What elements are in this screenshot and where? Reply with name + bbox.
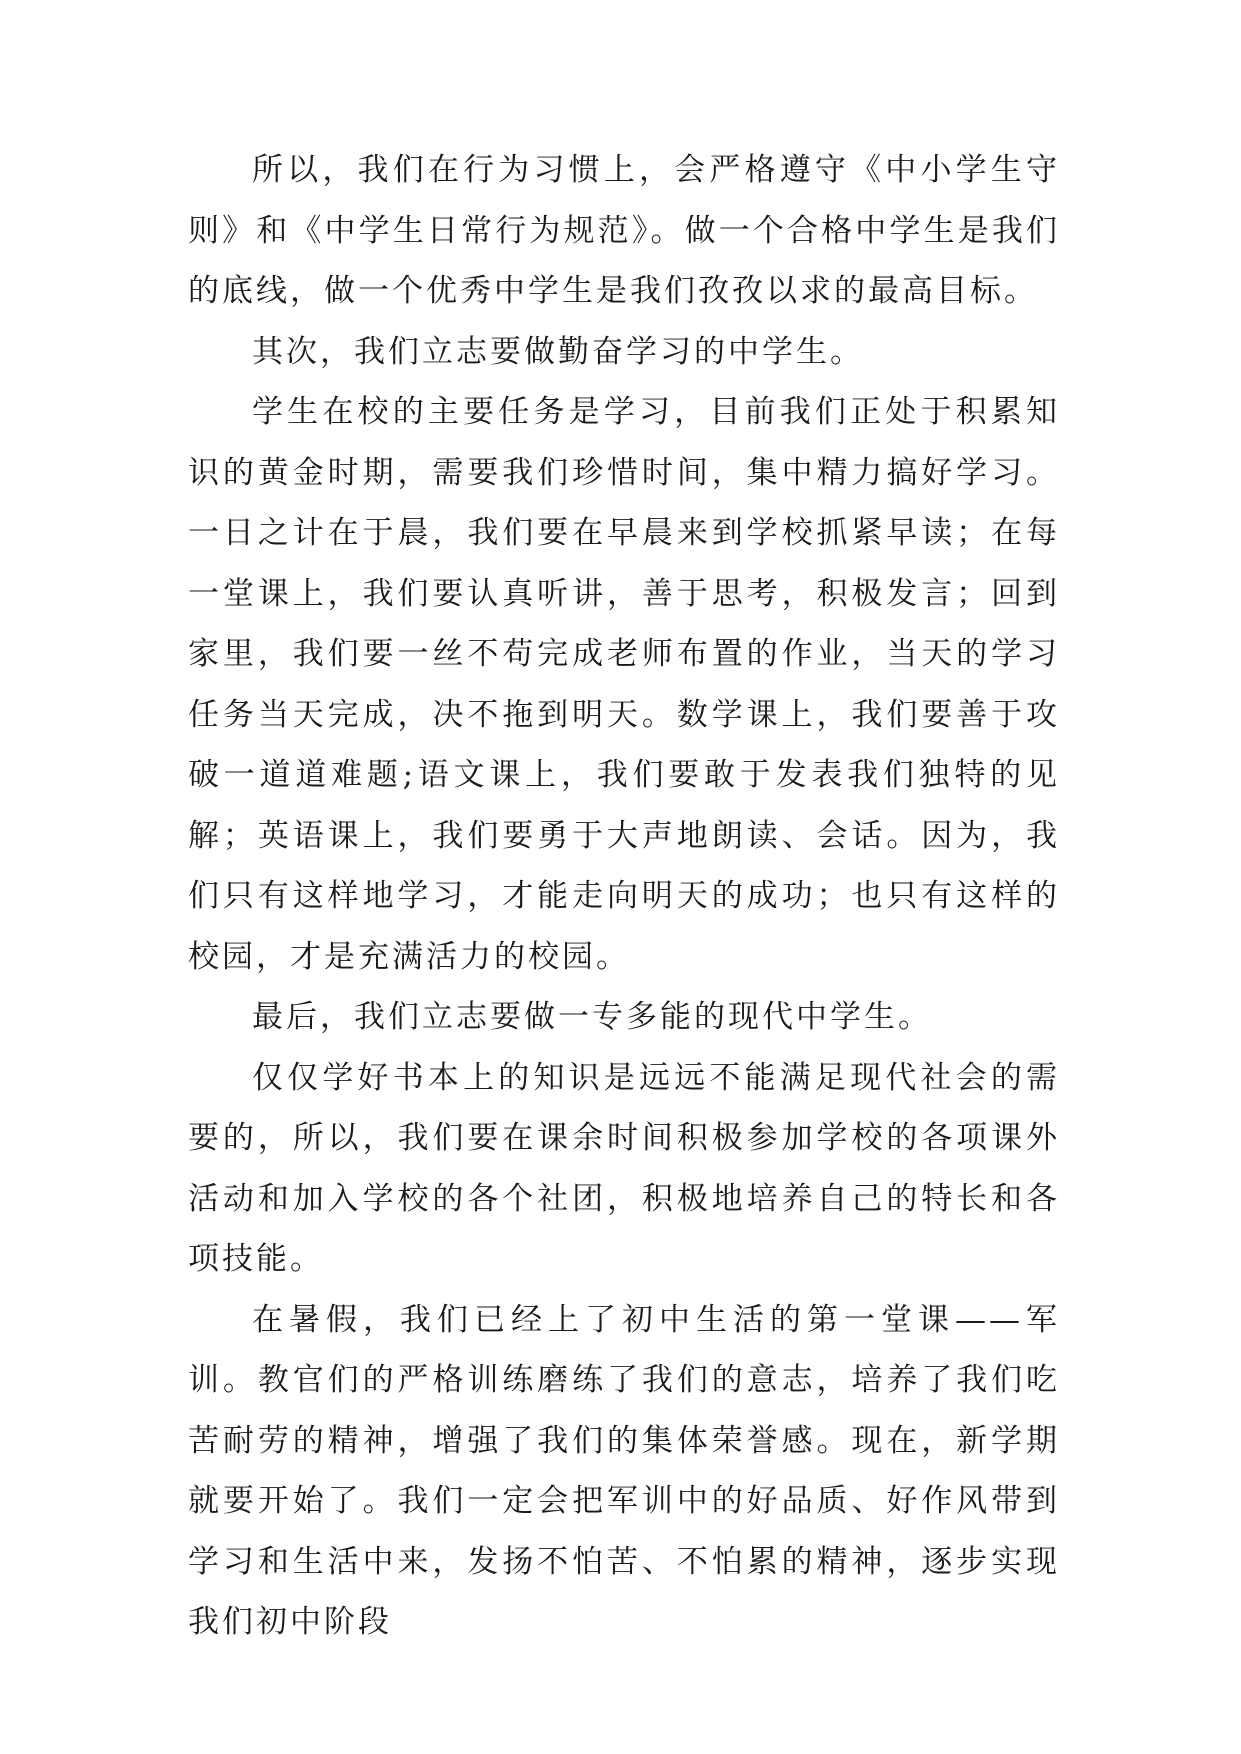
paragraph-skills: 仅仅学好书本上的知识是远远不能满足现代社会的需要的，所以，我们要在课余时间积极参加学校的各项课外活动和加入学校的各个社团，积极地培养自己的特长和各项技能。 bbox=[188, 1059, 1060, 1277]
paragraph-military-training: 在暑假，我们已经上了初中生活的第一堂课——军训。教官们的严格训练磨练了我们的意志，培养了我们吃苦耐劳的精神，增强了我们的集体荣誉感。现在，新学期就要开始了。我们一定会把军训中的好品质、好作风带到学习和生活中来，发扬不怕苦、不怕累的精神，逐步实现我们初中阶段 bbox=[188, 1301, 1060, 1640]
document-page bbox=[188, 140, 1060, 1653]
paragraph-study: 学生在校的主要任务是学习，目前我们正处于积累知识的黄金时期，需要我们珍惜时间，集中精力搞好学习。一日之计在于晨，我们要在早晨来到学校抓紧早读；在每一堂课上，我们要认真听讲，善于思考，积极发言；回到家里，我们要一丝不苟完成老师布置的作业，当天的学习任务当天完成，决不拖到明天。数学课上，我们要善于攻破一道道难题;语文课上，我们要敢于发表我们独特的见解；英语课上，我们要勇于大声地朗读、会话。因为，我们只有这样地学习，才能走向明天的成功；也只有这样的校园，才是充满活力的校园。 bbox=[188, 394, 1060, 975]
paragraph-last-heading: 最后，我们立志要做一专多能的现代中学生。 bbox=[252, 999, 932, 1035]
paragraph-behavior: 所以，我们在行为习惯上，会严格遵守《中小学生守则》和《中学生日常行为规范》。做一个合格中学生是我们的底线，做一个优秀中学生是我们孜孜以求的最高目标。 bbox=[188, 152, 1060, 309]
paragraph-second-heading: 其次，我们立志要做勤奋学习的中学生。 bbox=[252, 333, 864, 370]
